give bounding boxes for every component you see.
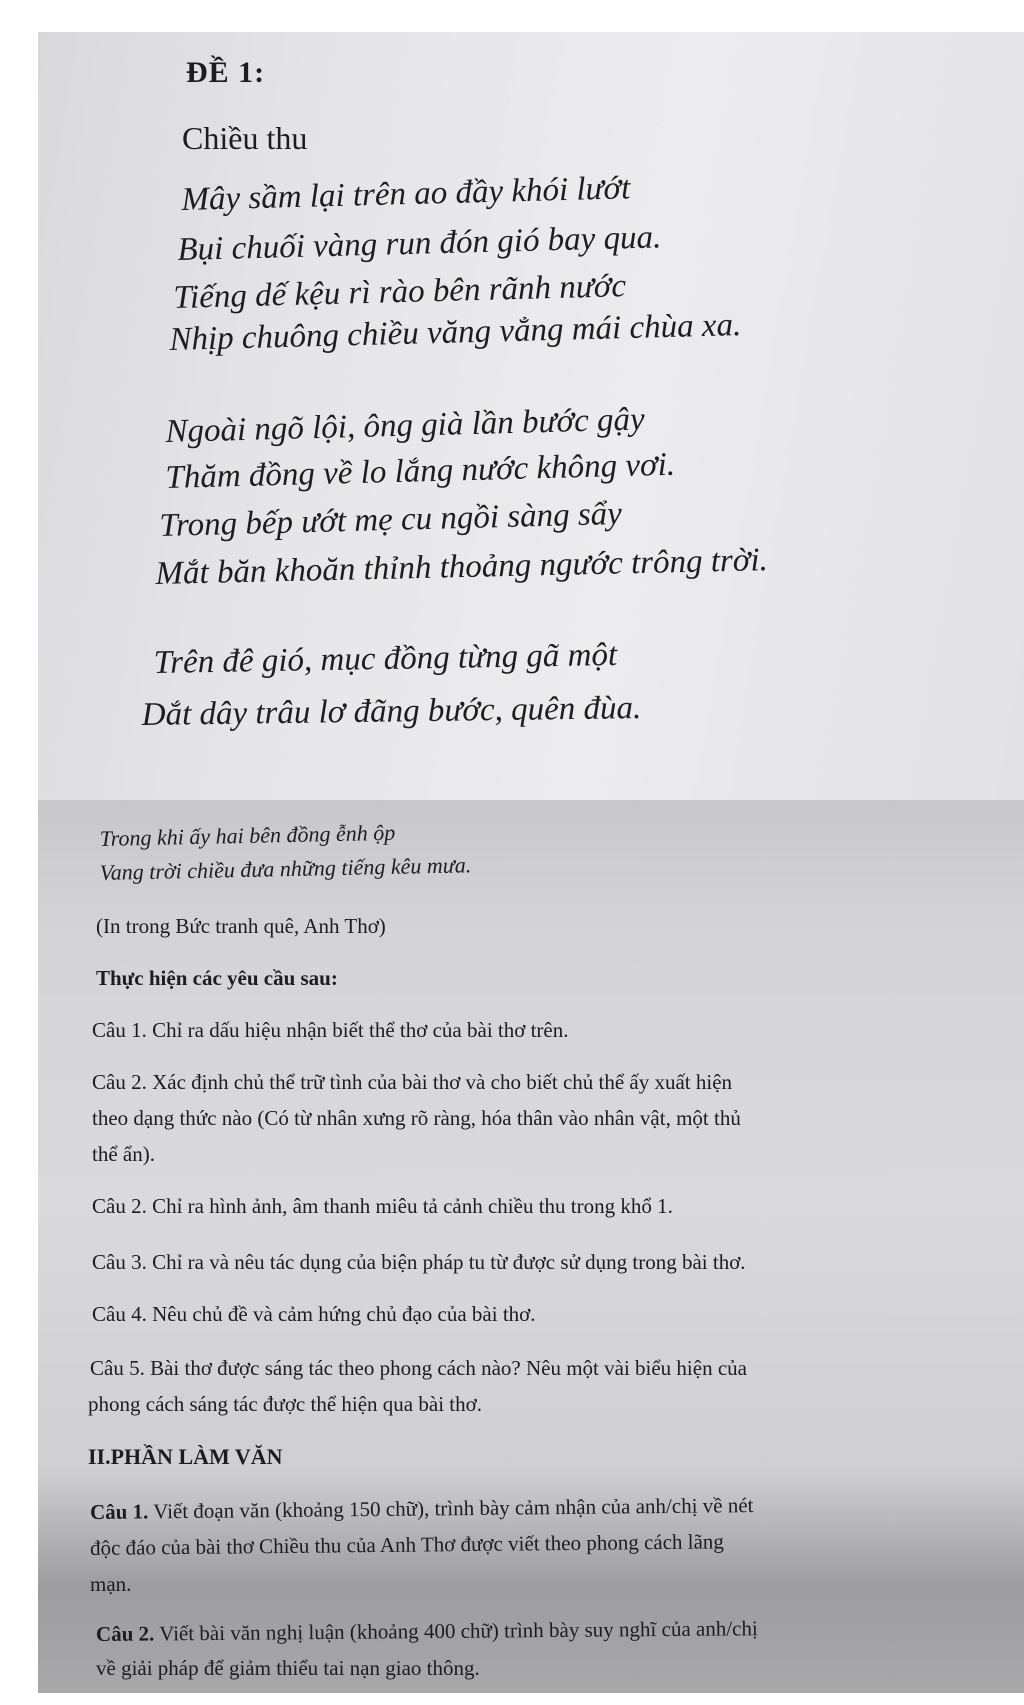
writing-question-2: về giải pháp để giảm thiểu tai nạn giao thông. [96,1656,480,1680]
exam-heading: ĐỀ 1: [186,56,266,89]
question-text: Viết đoạn văn (khoảng 150 chữ), trình bày cảm nhận của anh/chị về nét [148,1493,754,1524]
poem-line: Bụi chuối vàng run đón gió bay qua. [177,219,662,269]
question-text: Viết bài văn nghị luận (khoảng 400 chữ) trình bày suy nghĩ của anh/chị [154,1616,758,1646]
question-label: Câu 1. [89,1499,149,1524]
question-2a: theo dạng thức nào (Có từ nhân xưng rõ ràng, hóa thân vào nhân vật, một thủ [92,1106,741,1130]
poem-line: Mắt băn khoăn thỉnh thoảng ngước trông trời. [155,542,769,593]
question-5: phong cách sáng tác được thể hiện qua bài thơ. [88,1392,482,1416]
instructions-heading: Thực hiện các yêu cầu sau: [96,966,338,990]
writing-question-1: độc đáo của bài thơ Chiều thu của Anh Thơ được viết theo phong cách lãng [89,1529,724,1560]
question-2a: thể ẩn). [92,1142,155,1166]
poem-line: Vang trời chiều đưa những tiếng kêu mưa. [99,852,472,886]
question-3: Câu 3. Chỉ ra và nêu tác dụng của biện pháp tu từ được sử dụng trong bài thơ. [92,1250,746,1274]
writing-question-1: mạn. [90,1572,132,1596]
poem-line: Trên đê gió, mục đồng từng gã một [153,636,618,682]
question-2b: Câu 2. Chỉ ra hình ảnh, âm thanh miêu tả cảnh chiều thu trong khổ 1. [92,1194,673,1218]
question-4: Câu 4. Nêu chủ đề và cảm hứng chủ đạo của bài thơ. [92,1302,536,1326]
poem-line: Trong bếp ướt mẹ cu ngồi sàng sẩy [159,495,623,545]
poem-line: Ngoài ngõ lội, ông già lần bước gậy [165,401,646,451]
poem-line: Dắt dây trâu lơ đãng bước, quên đùa. [141,690,642,734]
poem-line: Thăm đồng về lo lắng nước không vơi. [165,446,676,497]
poem-line: Nhịp chuông chiều văng vẳng mái chùa xa. [169,307,742,359]
question-1: Câu 1. Chỉ ra dấu hiệu nhận biết thể thơ của bài thơ trên. [92,1018,569,1042]
poem-line: Mây sầm lại trên ao đầy khói lướt [181,170,631,219]
poem-source: (In trong Bức tranh quê, Anh Thơ) [96,914,386,938]
question-2a: Câu 2. Xác định chủ thể trữ tình của bài thơ và cho biết chủ thể ấy xuất hiện [92,1070,733,1094]
poem-line: Tiếng dế kệu rì rào bên rãnh nước [173,268,627,317]
question-5: Câu 5. Bài thơ được sáng tác theo phong cách nào? Nêu một vài biểu hiện của [90,1356,747,1380]
question-label: Câu 2. [95,1621,155,1646]
poem-line: Trong khi ấy hai bên đồng ễnh ộp [99,819,396,852]
section-heading: II.PHẦN LÀM VĂN [88,1444,283,1469]
poem-title: Chiều thu [182,120,308,156]
